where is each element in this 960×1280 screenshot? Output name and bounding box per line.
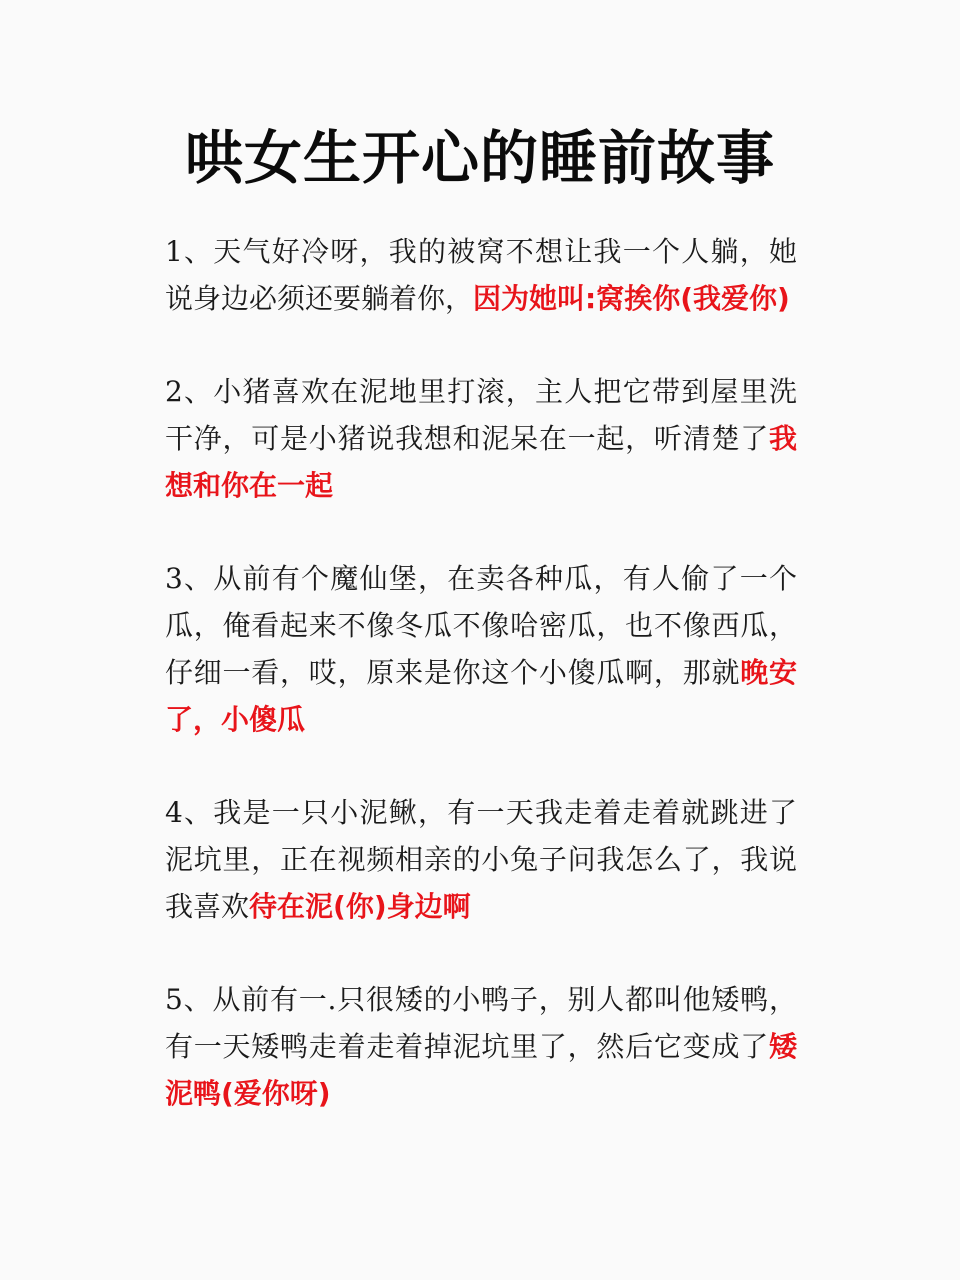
story-list <box>165 228 797 1163</box>
story-item-3 <box>165 555 797 743</box>
story-highlight: 因为她叫:窝挨你(我爱你) <box>473 282 790 315</box>
story-text: 4、我是一只小泥鳅，有一天我走着走着就跳进了泥坑里，正在视频相亲的小兔子问我怎么了，我说我喜欢 <box>165 796 797 923</box>
story-item-4 <box>165 789 797 930</box>
story-text: 2、小猪喜欢在泥地里打滚，主人把它带到屋里洗干净，可是小猪说我想和泥呆在一起，听清楚了 <box>165 375 797 455</box>
story-item-5 <box>165 976 797 1117</box>
story-text: 5、从前有一.只很矮的小鸭子，别人都叫他矮鸭，有一天矮鸭走着走着掉泥坑里了，然后它变成了 <box>165 983 797 1063</box>
story-highlight: 晚安了，小傻瓜 <box>165 656 797 736</box>
page-title: 哄女生开心的睡前故事 <box>184 124 775 192</box>
story-item-1 <box>165 228 797 322</box>
story-text: 1、天气好冷呀，我的被窝不想让我一个人躺，她说身边必须还要躺着你， <box>165 235 797 315</box>
story-text: 3、从前有个魔仙堡，在卖各种瓜，有人偷了一个瓜，俺看起来不像冬瓜不像哈密瓜，也不像西瓜，仔细一看，哎，原来是你这个小傻瓜啊，那就 <box>165 562 797 689</box>
story-item-2 <box>165 368 797 509</box>
story-highlight: 我想和你在一起 <box>165 422 797 502</box>
story-highlight: 待在泥(你)身边啊 <box>249 890 471 923</box>
story-highlight: 矮泥鸭(爱你呀) <box>165 1030 797 1110</box>
